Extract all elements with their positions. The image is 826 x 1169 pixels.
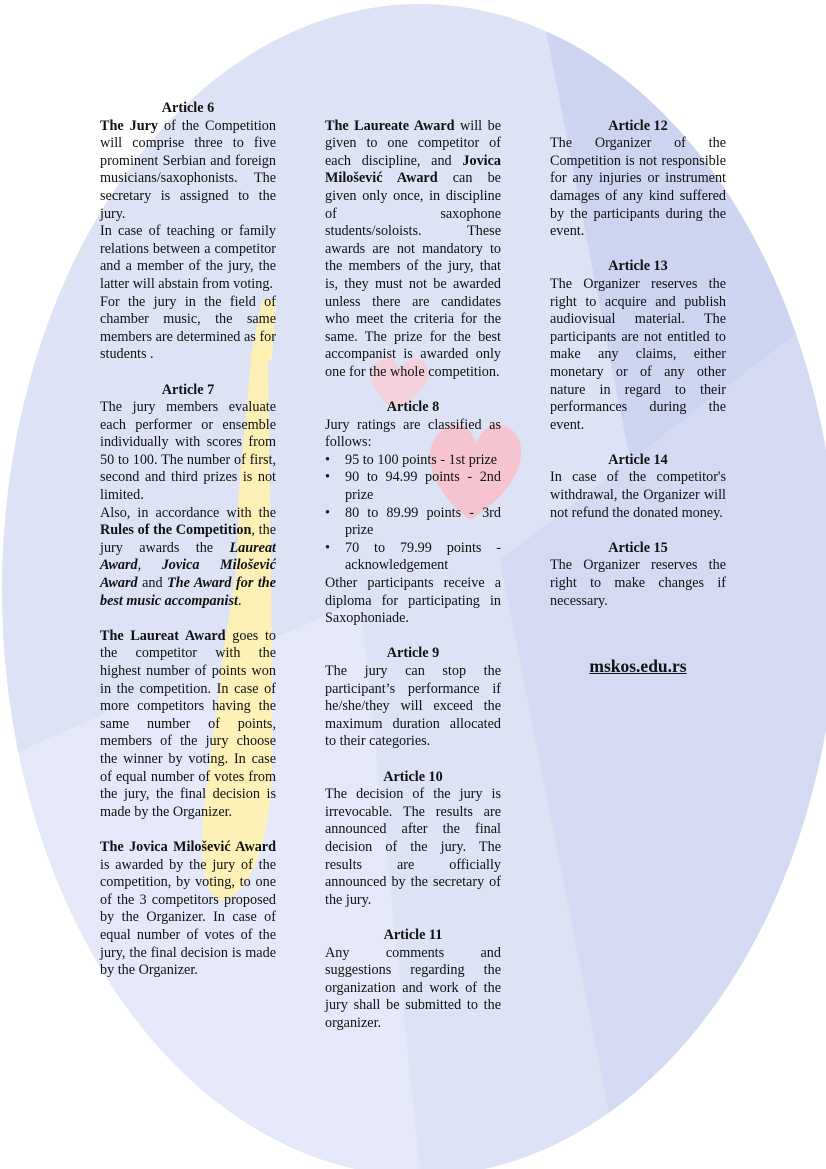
article-6-heading: Article 6 [161, 100, 215, 116]
column-left [100, 100, 276, 980]
article-12-text: The Organizer of the Competition is not responsible for any injuries or instrument damages of any kind suffered by the participants during the event. [550, 135, 726, 240]
laureate-award-paragraph [325, 118, 501, 382]
article-14-text: In case of the competitor's withdrawal, the Organizer will not refund the donated money. [550, 469, 726, 521]
article-10-text: The decision of the jury is irrevocable. The results are announced after the final decision of the jury. The results are officially announced by the secretary of the jury. [325, 786, 501, 908]
article-7-awards-paragraph [100, 505, 276, 611]
text-fragment: Also, in accordance with the [100, 504, 276, 521]
laureat-award-paragraph [100, 628, 276, 822]
column-right [550, 100, 726, 676]
text-fragment: and [137, 575, 168, 592]
article-8-intro: Jury ratings are classified as follows: [325, 416, 501, 451]
article-10-heading: Article 10 [383, 768, 443, 785]
article-9-heading: Article 9 [386, 645, 440, 662]
article-6-jury-paragraph [100, 118, 276, 224]
list-item: • 80 to 89.99 points - 3rd prize [325, 505, 501, 540]
article-15-heading: Article 15 [608, 539, 668, 556]
ratings-list [325, 452, 501, 575]
jovica-award-term: Jovica Milošević Award [100, 557, 276, 592]
rules-term: Rules of the Competition [100, 522, 252, 539]
text-fragment: . [237, 592, 242, 609]
article-7-heading: Article 7 [161, 381, 215, 398]
article-7-scores-paragraph: The jury members evaluate each performer or ensemble individually with scores from 50 to 100. The number of first, second and third prizes is not limited. [100, 399, 276, 504]
laureat-award-term: Laureat Award [100, 539, 276, 574]
laureat-award-text: goes to the competitor with the highest number of points won in the competition. In case of more competitors having the same number of points, members of the jury choose the winner by voting. In case of equal number of votes from the jury, the final decision is made by the Organizer. [100, 627, 276, 820]
article-8-outro: Other participants receive a diploma for participating in Saxophoniade. [325, 575, 501, 627]
article-12-heading: Article 12 [608, 117, 668, 134]
article-11-text: Any comments and suggestions regarding the organization and work of the jury shall be submitted to the organizer. [325, 944, 501, 1031]
jovica-award-paragraph [100, 839, 276, 980]
list-item: • 90 to 94.99 points - 2nd prize [325, 469, 501, 504]
laureate-award-term: The Laureate Award [325, 117, 455, 134]
article-13-heading: Article 13 [608, 258, 668, 275]
list-item: • 95 to 100 points - 1st prize [325, 452, 501, 470]
article-15-text: The Organizer reserves the right to make changes if necessary. [550, 557, 726, 609]
article-6-chamber-paragraph: For the jury in the field of chamber music, the same members are determined as for students . [100, 293, 276, 363]
article-6-text: of the Competition will comprise three to five prominent Serbian and foreign musicians/saxophonists. The secretary is assigned to the jury. [100, 117, 276, 222]
accompanist-award-term: The Award for the best music accompanist [100, 575, 276, 609]
text-fragment: , the jury awards the [100, 522, 276, 556]
article-13-text: The Organizer reserves the right to acquire and publish audiovisual material. The participants are not entitled to make any claims, either monetary or of any other nature in regard to their performances during the event. [550, 275, 726, 433]
column-middle [325, 100, 501, 1032]
jovica-award-text: is awarded by the jury of the competition, by voting, to one of the 3 competitors proposed by the Organizer. In case of equal number of votes of the jury, the final decision is made by the Organizer. [100, 856, 276, 979]
text-fragment: can be given only once, in discipline of saxophone students/soloists. These awards are not mandatory to the members of the jury, that is, they must not be awarded unless there are candidates who meet the criteria for the same. The prize for the best accompanist is awarded only one for the whole competition. [325, 170, 501, 380]
jury-term: The Jury [100, 117, 158, 134]
article-9-text: The jury can stop the participant’s performance if he/she/they will exceed the maximum duration allocated to their categories. [325, 663, 501, 750]
article-14-heading: Article 14 [608, 451, 668, 468]
website-link[interactable]: mskos.edu.rs [589, 656, 687, 677]
article-6-relations-paragraph: In case of teaching or family relations between a competitor and a member of the jury, the latter will abstain from voting. [100, 223, 276, 292]
article-8-heading: Article 8 [386, 399, 440, 416]
laureat-award-term: The Laureat Award [100, 627, 226, 644]
jovica-award-term: The Jovica Milošević Award [100, 838, 276, 855]
text-fragment: , [137, 557, 162, 574]
text-fragment: will be given to one competitor of each discipline, and [325, 117, 501, 169]
list-item: • 70 to 79.99 points - acknowledgement [325, 540, 501, 575]
jovica-award-term: Jovica Milošević Award [325, 152, 501, 187]
article-11-heading: Article 11 [383, 926, 443, 943]
